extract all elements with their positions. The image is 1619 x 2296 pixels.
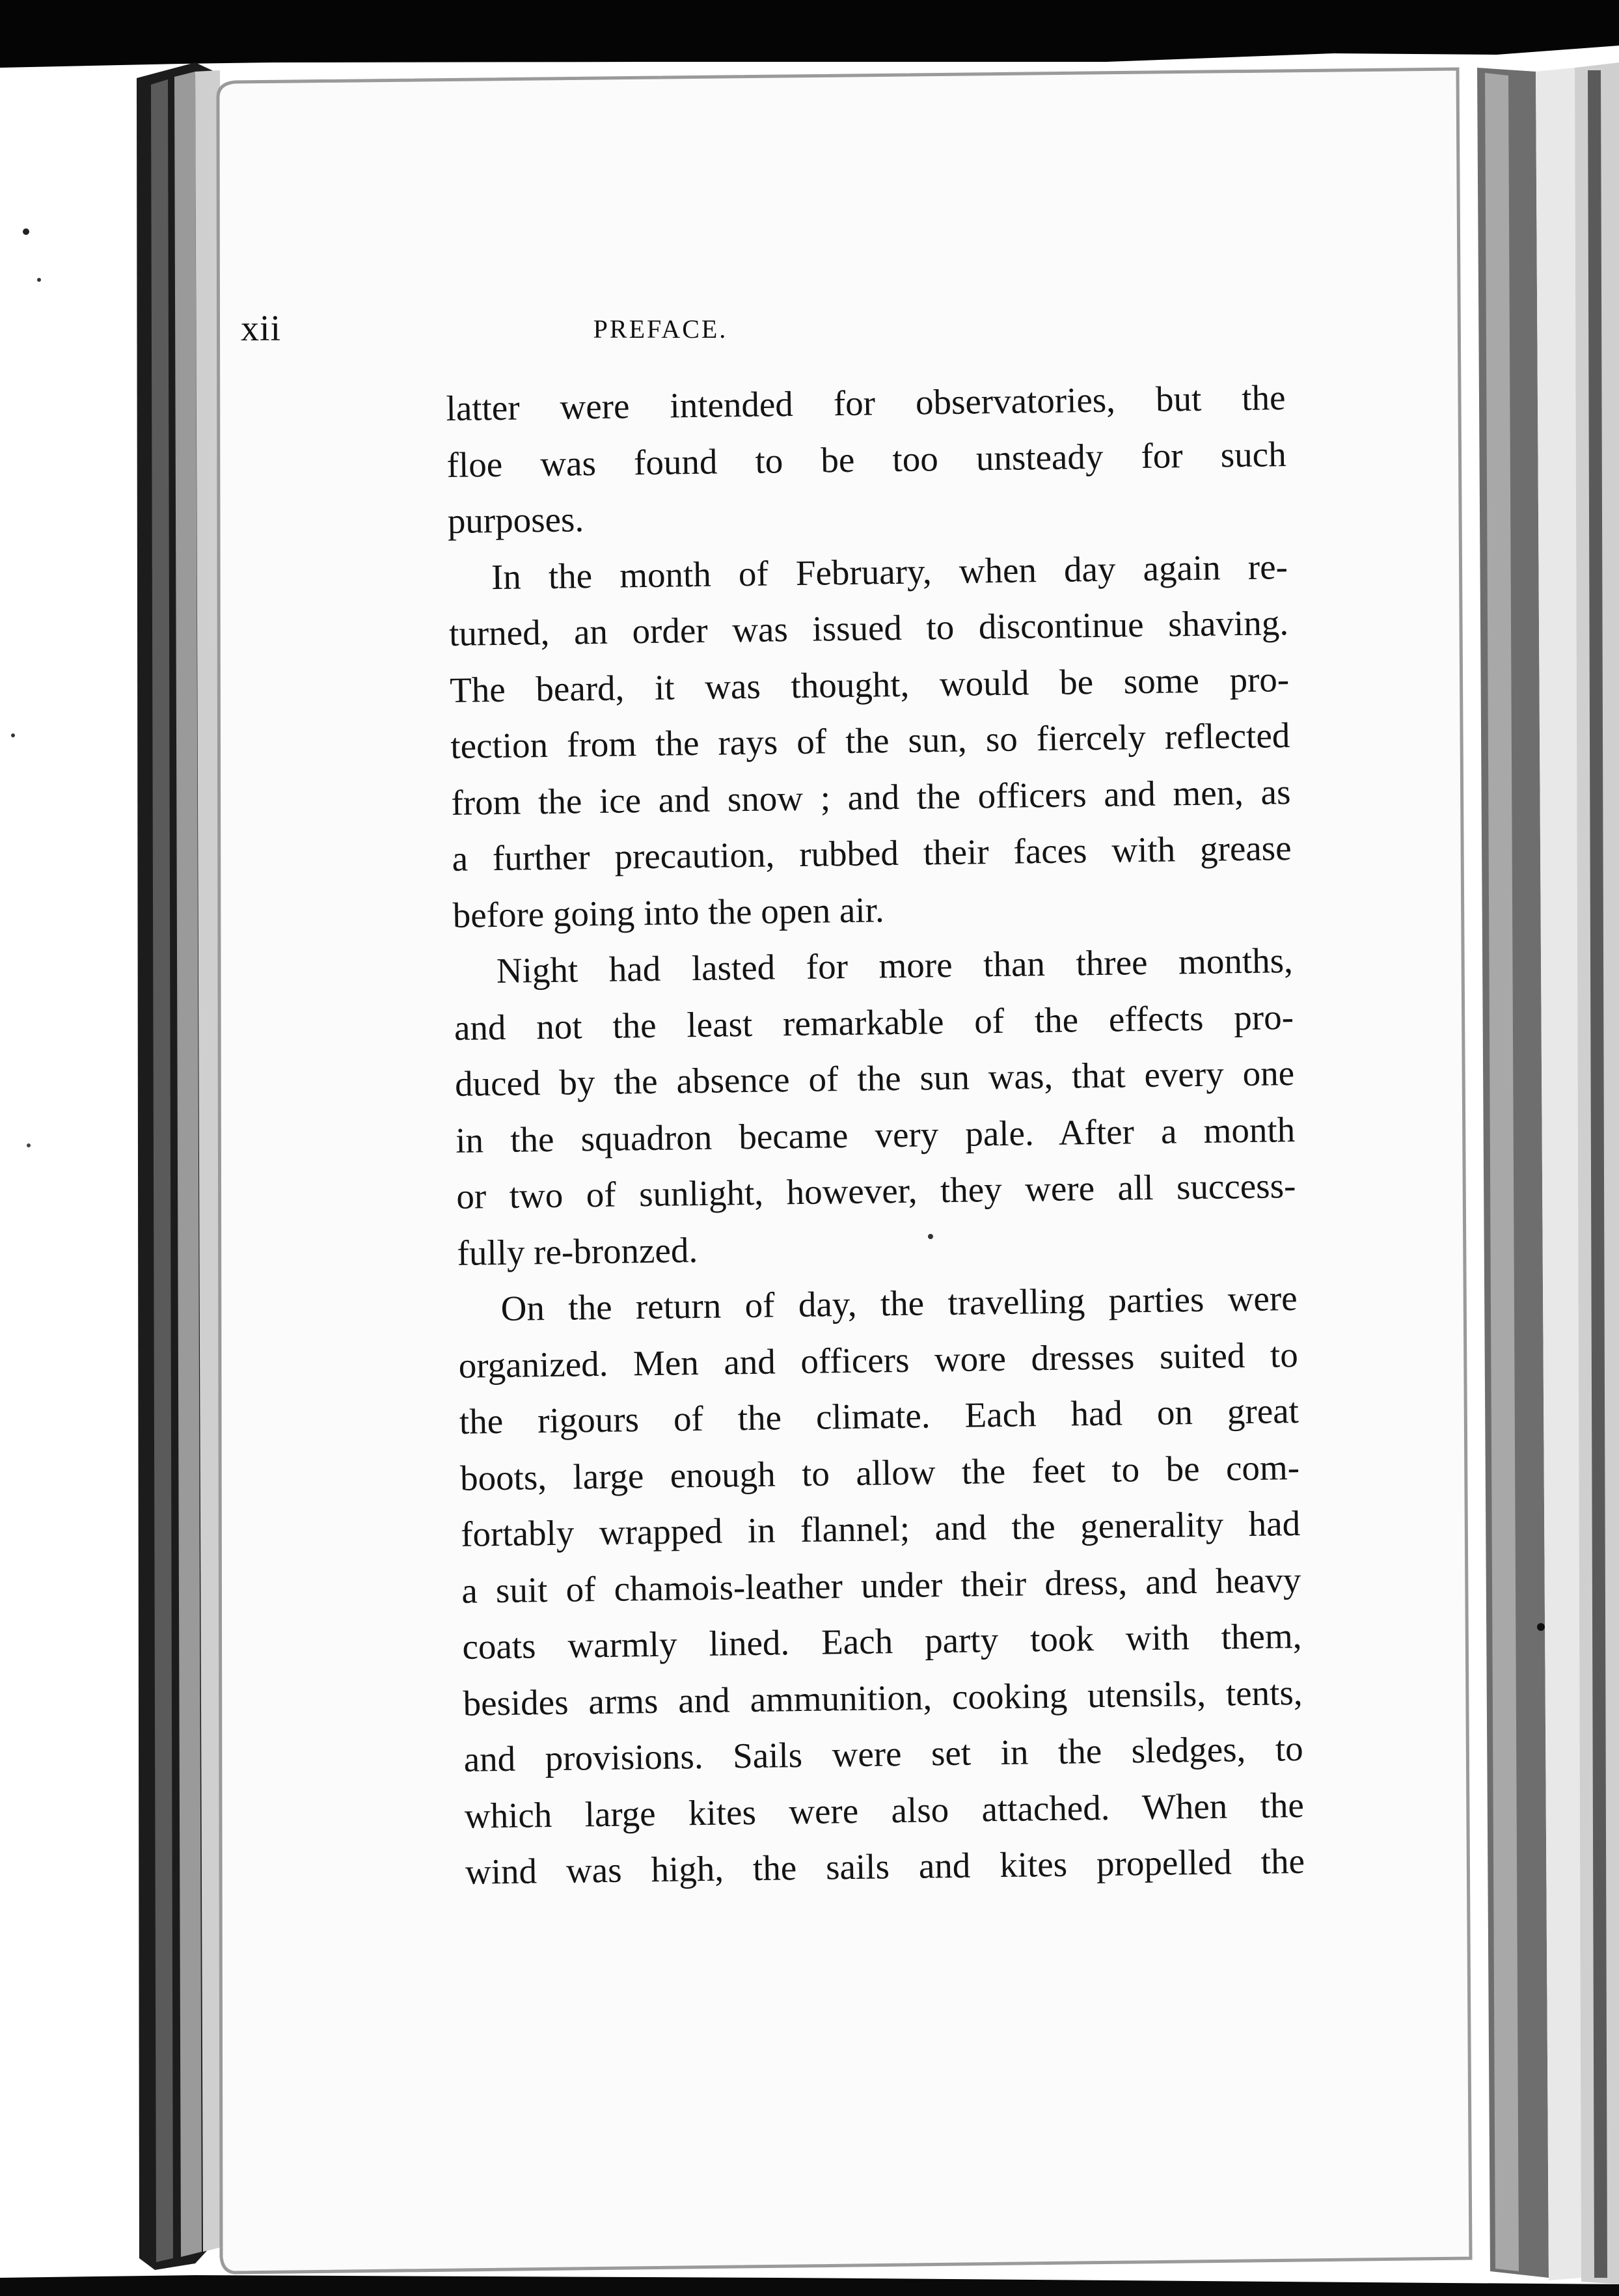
text-line: besides arms and ammunition, cooking utensils, tents, (463, 1672, 1303, 1723)
text-line: or two of sunlight, however, they were all success- (456, 1166, 1296, 1216)
text-line: Night had lasted for more than three months, (496, 940, 1294, 991)
text-line: in the squadron became very pale. After a month (455, 1109, 1296, 1160)
text-line: from the ice and snow ; and the officers and men, as (451, 771, 1291, 823)
running-head: PREFACE. (593, 314, 728, 344)
text-line: duced by the absence of the sun was, that every one (454, 1053, 1295, 1104)
page-number: xii (241, 308, 282, 349)
text-line: which large kites were also attached. When the (464, 1784, 1305, 1836)
text-line: In the month of February, when day again re- (491, 546, 1288, 597)
text-line: coats warmly lined. Each party took with them, (462, 1615, 1302, 1667)
text-line: latter were intended for observatories, but the (446, 377, 1286, 428)
text-line: turned, an order was issued to discontinue shaving. (448, 603, 1289, 653)
text-line: wind was high, the sails and kites propelled the (465, 1840, 1305, 1892)
body-text (446, 370, 1305, 1900)
text-line: floe was found to be too unsteady for such (446, 433, 1286, 485)
text-line: boots, large enough to allow the feet to be com- (459, 1447, 1300, 1498)
text-line: the rigours of the climate. Each had on great (459, 1390, 1299, 1442)
text-line: tection from the rays of the sun, so fiercely reflected (450, 715, 1290, 766)
text-line: a suit of chamois-leather under their dress, and heavy (461, 1559, 1301, 1611)
text-line: a further precaution, rubbed their faces with grease (452, 828, 1292, 879)
text-line: fully re-bronzed. (457, 1229, 698, 1273)
text-line: fortably wrapped in flannel; and the generality had (460, 1503, 1301, 1554)
page-header (241, 303, 976, 355)
text-line: before going into the open air. (452, 889, 884, 935)
text-line: purposes. (447, 499, 584, 541)
text-line: The beard, it was thought, would be some pro- (449, 659, 1290, 710)
text-line: and provisions. Sails were set in the sledges, to (463, 1728, 1304, 1779)
text-line: On the return of day, the travelling parties were (500, 1278, 1298, 1329)
text-line: and not the least remarkable of the effects pro- (454, 996, 1294, 1048)
text-line: organized. Men and officers wore dresses suited to (458, 1334, 1299, 1386)
